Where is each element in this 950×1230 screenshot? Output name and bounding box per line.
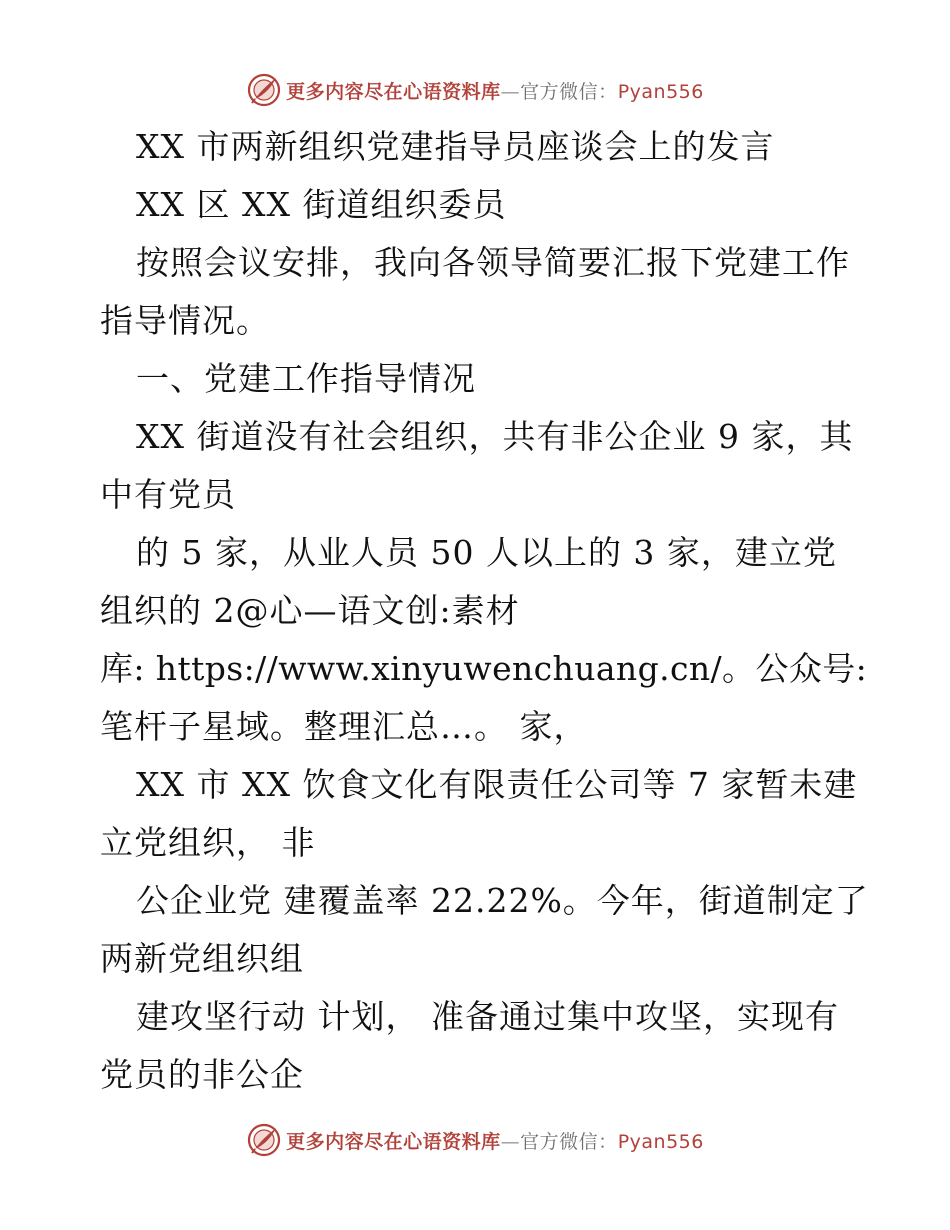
quill-logo-icon — [246, 1122, 282, 1158]
doc-title: XX 市两新组织党建指导员座谈会上的发言 — [136, 127, 775, 166]
section-heading: 一、党建工作指导情况 — [136, 359, 476, 398]
doc-paragraph-line: 公企业党 建覆盖率 22.22%。今年，街道制定了 — [136, 881, 869, 920]
watermark-main: 更多内容尽在心语资料库 — [286, 80, 501, 103]
watermark-dash: — — [500, 1130, 521, 1153]
watermark-wechat-id: Pyan556 — [617, 80, 704, 103]
doc-paragraph-line: XX 市 XX 饮食文化有限责任公司等 7 家暂未建 — [136, 765, 858, 804]
doc-paragraph-line: 立党组织， 非 — [100, 823, 316, 862]
doc-paragraph-line: 党员的非公企 — [100, 1055, 304, 1094]
doc-paragraph-line: 库: https://www.xinyuwenchuang.cn/。公众号: — [100, 649, 868, 688]
watermark-wechat-id: Pyan556 — [617, 1130, 704, 1153]
doc-paragraph-line: 按照会议安排，我向各领导简要汇报下党建工作 — [136, 243, 850, 282]
watermark-main: 更多内容尽在心语资料库 — [286, 1130, 501, 1153]
watermark-wechat-label: 官方微信： — [520, 1130, 618, 1153]
doc-paragraph-line: XX 街道没有社会组织，共有非公企业 9 家，其 — [136, 417, 854, 456]
doc-paragraph-line: 指导情况。 — [100, 301, 270, 340]
doc-paragraph-line: 组织的 2@心—语文创:素材 — [100, 591, 520, 630]
doc-paragraph-line: 笔杆子星域。整理汇总…。 家， — [100, 707, 588, 746]
doc-author: XX 区 XX 街道组织委员 — [136, 185, 507, 224]
doc-paragraph-line: 两新党组织组 — [100, 939, 304, 978]
doc-paragraph-line: 中有党员 — [100, 475, 236, 514]
doc-paragraph-line: 建攻坚行动 计划， 准备通过集中攻坚，实现有 — [136, 997, 839, 1036]
footer-watermark — [0, 1120, 950, 1160]
watermark-wechat-label: 官方微信： — [520, 80, 618, 103]
watermark-text — [286, 1127, 704, 1154]
watermark-dash: — — [500, 80, 521, 103]
doc-paragraph-line: 的 5 家，从业人员 50 人以上的 3 家，建立党 — [136, 533, 837, 572]
